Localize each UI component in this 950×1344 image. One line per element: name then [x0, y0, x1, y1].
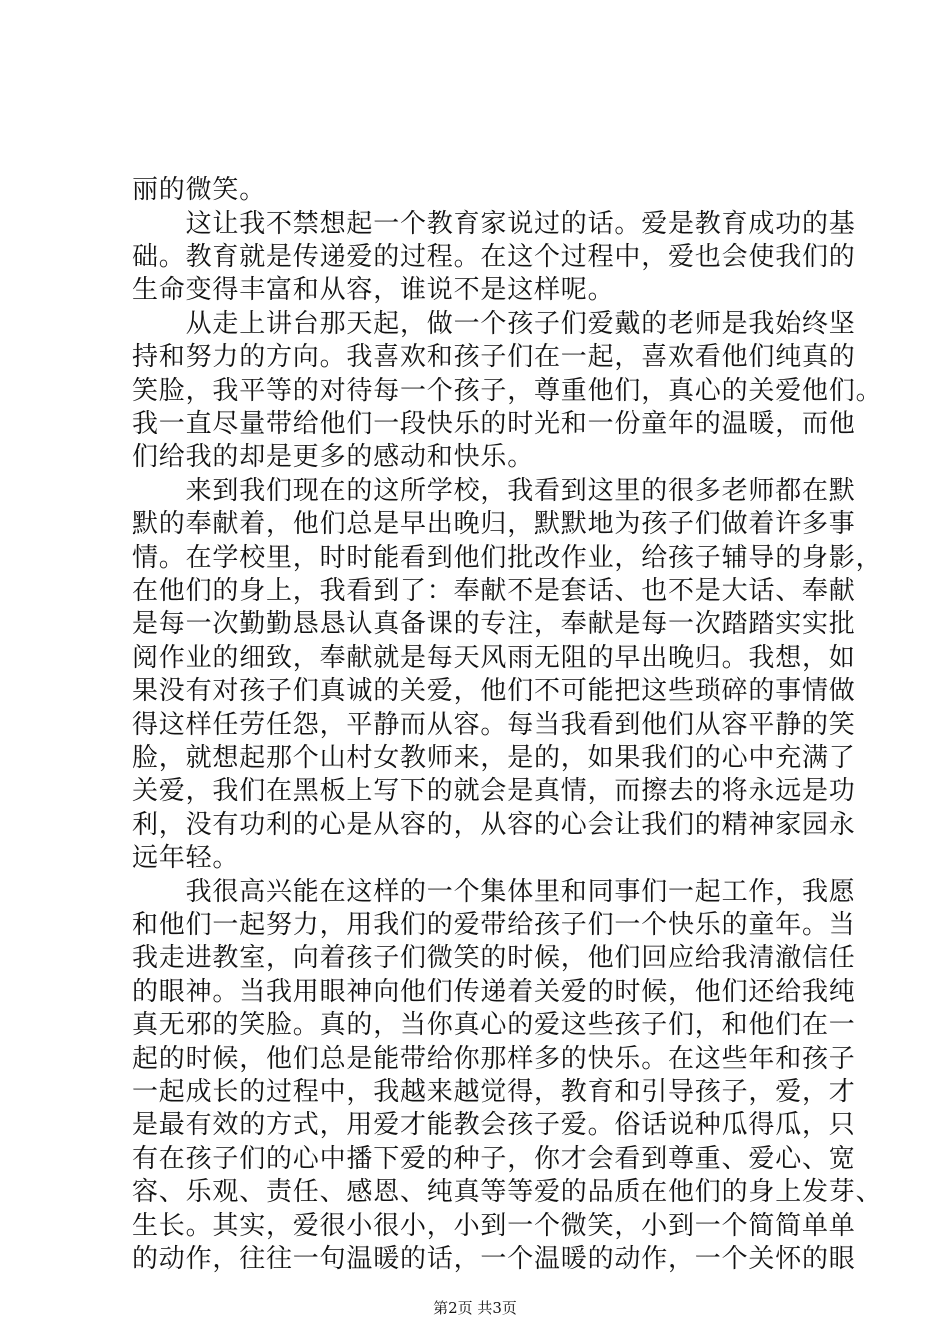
text-line: 从走上讲台那天起，做一个孩子们爱戴的老师是我始终坚 — [132, 309, 856, 339]
text-line: 关爱，我们在黑板上写下的就会是真情，而擦去的将永远是功 — [132, 776, 856, 806]
text-line: 是最有效的方式，用爱才能教会孩子爱。俗话说种瓜得瓜，只 — [132, 1110, 856, 1140]
text-line: 丽的微笑。 — [132, 175, 267, 205]
text-line: 有在孩子们的心中播下爱的种子，你才会看到尊重、爱心、宽 — [132, 1144, 856, 1174]
text-line: 默的奉献着，他们总是早出晚归，默默地为孩子们做着许多事 — [132, 509, 856, 539]
text-line: 我很高兴能在这样的一个集体里和同事们一起工作，我愿 — [132, 877, 856, 907]
text-line: 的眼神。当我用眼神向他们传递着关爱的时候，他们还给我纯 — [132, 977, 856, 1007]
text-line: 我一直尽量带给他们一段快乐的时光和一份童年的温暖，而他 — [132, 409, 856, 439]
text-line: 在他们的身上，我看到了：奉献不是套话、也不是大话、奉献 — [132, 576, 856, 606]
text-line: 我走进教室，向着孩子们微笑的时候，他们回应给我清澈信任 — [132, 943, 856, 973]
text-line: 的动作，往往一句温暖的话，一个温暖的动作，一个关怀的眼 — [132, 1244, 856, 1274]
text-line: 这让我不禁想起一个教育家说过的话。爱是教育成功的基 — [132, 209, 856, 239]
text-line: 果没有对孩子们真诚的关爱，他们不可能把这些琐碎的事情做 — [132, 676, 856, 706]
text-line: 起的时候，他们总是能带给你那样多的快乐。在这些年和孩子 — [132, 1044, 856, 1074]
text-line: 来到我们现在的这所学校，我看到这里的很多老师都在默 — [132, 476, 856, 506]
text-line: 得这样任劳任怨，平静而从容。每当我看到他们从容平静的笑 — [132, 710, 856, 740]
page-number-footer: 第2页 共3页 — [433, 1299, 517, 1317]
text-line: 们给我的却是更多的感动和快乐。 — [132, 442, 535, 472]
text-line: 一起成长的过程中，我越来越觉得，教育和引导孩子，爱，才 — [132, 1077, 856, 1107]
text-line: 阅作业的细致，奉献就是每天风雨无阻的早出晚归。我想，如 — [132, 643, 856, 673]
text-line: 和他们一起努力，用我们的爱带给孩子们一个快乐的童年。当 — [132, 910, 856, 940]
text-line: 远年轻。 — [132, 843, 240, 873]
text-line: 笑脸，我平等的对待每一个孩子，尊重他们，真心的关爱他们。 — [132, 376, 883, 406]
text-line: 利，没有功利的心是从容的，从容的心会让我们的精神家园永 — [132, 810, 856, 840]
text-line: 脸，就想起那个山村女教师来，是的，如果我们的心中充满了 — [132, 743, 856, 773]
text-line: 础。教育就是传递爱的过程。在这个过程中，爱也会使我们的 — [132, 242, 856, 272]
text-line: 生长。其实，爱很小很小，小到一个微笑，小到一个简简单单 — [132, 1211, 856, 1241]
text-line: 容、乐观、责任、感恩、纯真等等爱的品质在他们的身上发芽、 — [132, 1177, 883, 1207]
text-line: 是每一次勤勤恳恳认真备课的专注，奉献是每一次踏踏实实批 — [132, 609, 856, 639]
text-line: 真无邪的笑脸。真的，当你真心的爱这些孩子们，和他们在一 — [132, 1010, 856, 1040]
text-line: 情。在学校里，时时能看到他们批改作业，给孩子辅导的身影， — [132, 543, 883, 573]
text-line: 持和努力的方向。我喜欢和孩子们在一起，喜欢看他们纯真的 — [132, 342, 856, 372]
text-line: 生命变得丰富和从容，谁说不是这样呢。 — [132, 275, 615, 305]
